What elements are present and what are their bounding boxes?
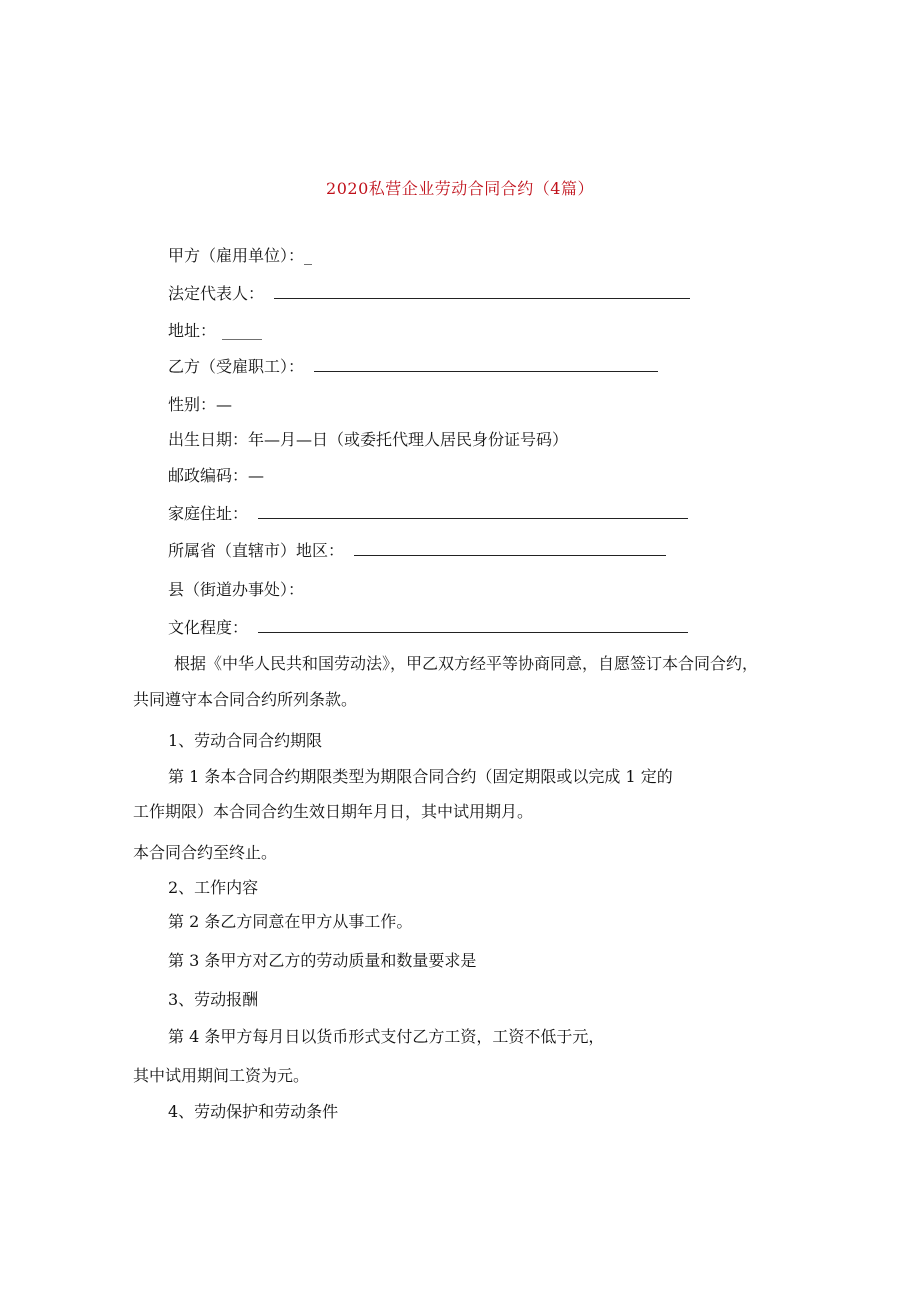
field-address	[168, 321, 262, 341]
intro-line-2: 共同遵守本合同合约所列条款。	[133, 690, 358, 709]
field-legal-rep	[168, 284, 690, 304]
field-home-address	[168, 504, 688, 524]
section-heading: 3、劳动报酬	[168, 990, 259, 1009]
field-postcode: 邮政编码：—	[168, 466, 265, 485]
section-heading: 4、劳动保护和劳动条件	[168, 1102, 339, 1121]
article-4-line-2: 其中试用期间工资为元。	[133, 1066, 310, 1085]
field-birth: 出生日期：年—月—日（或委托代理人居民身份证号码）	[168, 430, 569, 449]
article-4-line-1: 第 4 条甲方每月日以货币形式支付乙方工资，工资不低于元，	[168, 1027, 605, 1046]
field-education	[168, 618, 688, 638]
article-1-line-3: 本合同合约至终止。	[133, 843, 278, 862]
field-employee	[168, 357, 658, 377]
field-gender: 性别：—	[168, 395, 233, 414]
section-heading: 1、劳动合同合约期限	[168, 731, 323, 750]
section-heading: 2、工作内容	[168, 878, 259, 897]
fill-blank	[258, 618, 688, 633]
article-1-line-2: 工作期限）本合同合约生效日期年月日，其中试用期月。	[133, 802, 534, 821]
field-education-label: 文化程度：	[168, 618, 249, 637]
field-legal-rep-label: 法定代表人：	[168, 284, 265, 303]
fill-blank	[274, 284, 690, 299]
document-title: 2020私营企业劳动合同合约（4篇）	[326, 179, 594, 198]
fill-blank	[258, 504, 688, 519]
field-employee-label: 乙方（受雇职工）：	[168, 357, 305, 376]
field-employer: 甲方（雇用单位）：_	[168, 246, 313, 265]
field-province	[168, 541, 666, 561]
field-address-label: 地址：	[168, 321, 217, 340]
fill-blank	[354, 541, 666, 556]
fill-blank	[314, 357, 658, 372]
field-county: 县（街道办事处）：	[168, 580, 305, 599]
intro-line-1: 根据《中华人民共和国劳动法》，甲乙双方经平等协商同意，自愿签订本合同合约，	[174, 654, 759, 673]
article-1-line-1: 第 1 条本合同合约期限类型为期限合同合约（固定期限或以完成 1 定的	[168, 767, 673, 786]
field-home-address-label: 家庭住址：	[168, 504, 249, 523]
article-3: 第 3 条甲方对乙方的劳动质量和数量要求是	[168, 951, 477, 970]
field-address-blank: _____	[222, 321, 263, 340]
article-2: 第 2 条乙方同意在甲方从事工作。	[168, 912, 413, 931]
field-province-label: 所属省（直辖市）地区：	[168, 541, 345, 560]
